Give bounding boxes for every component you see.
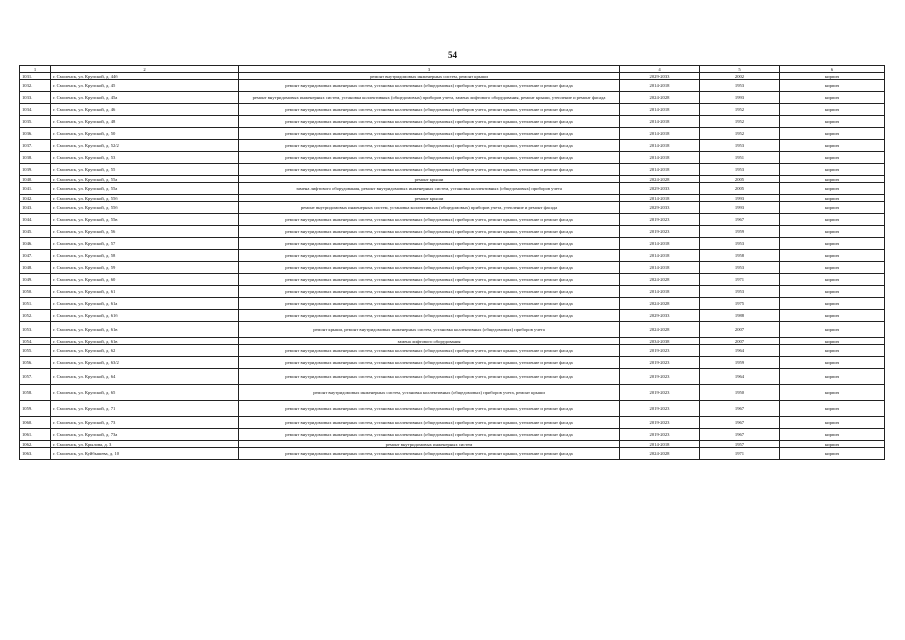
build-year-cell: 1957	[700, 441, 780, 448]
repair-period-cell: 2019-2023	[620, 214, 700, 226]
repair-works-cell: ремонт внутридомовых инженерных систем, установка коллективных (общедомовых) приборов учета, ремонт крыши, утепление и ремонт фасада	[239, 238, 620, 250]
repair-works-cell: ремонт внутридомовых инженерных систем, ремонт крыши	[239, 73, 620, 80]
repair-works-cell: ремонт внутридомовых инженерных систем, установка коллективных (общедомовых) приборов учета, замена лифтового оборудования, ремонт крыши, утепление и ремонт фасада	[239, 92, 620, 104]
repair-period-cell: 2014-2018	[620, 250, 700, 262]
table-row	[20, 357, 885, 369]
wall-material-cell: кирпич	[780, 128, 885, 140]
repair-period-cell: 2014-2018	[620, 441, 700, 448]
row-number-cell: 1044.	[20, 214, 51, 226]
build-year-cell: 1964	[700, 345, 780, 357]
wall-material-cell: кирпич	[780, 429, 885, 441]
column-header-1: 1	[20, 66, 51, 73]
repair-works-cell: ремонт внутридомовых инженерных систем, установка коллективных (общедомовых) приборов учета, ремонт крыши, утепление и ремонт фасада	[239, 128, 620, 140]
repair-period-cell: 2029-2033	[620, 310, 700, 322]
column-header-5: 5	[700, 66, 780, 73]
build-year-cell: 2007	[700, 322, 780, 338]
wall-material-cell: кирпич	[780, 80, 885, 92]
table-row	[20, 183, 885, 195]
repair-works-cell: ремонт внутридомовых инженерных систем, установка коллективных (общедомовых) приборов учета, ремонт крыши, утепление и ремонт фасада	[239, 369, 620, 385]
repair-period-cell: 2019-2023	[620, 429, 700, 441]
wall-material-cell: кирпич	[780, 176, 885, 183]
repair-period-cell: 2024-2028	[620, 448, 700, 460]
wall-material-cell: кирпич	[780, 441, 885, 448]
build-year-cell: 1951	[700, 152, 780, 164]
table-row	[20, 322, 885, 338]
build-year-cell: 1953	[700, 80, 780, 92]
address-cell: г. Смоленск, ул. Крупской, д. 44б	[51, 73, 239, 80]
build-year-cell: 2002	[700, 73, 780, 80]
address-cell: г. Смоленск, ул. Крупской, д. 55а	[51, 176, 239, 183]
repair-works-cell: ремонт внутридомовых инженерных систем, установка коллективных (общедомовых) приборов учета, ремонт крыши, утепление и ремонт фасада	[239, 429, 620, 441]
repair-period-cell: 2019-2023	[620, 226, 700, 238]
wall-material-cell: кирпич	[780, 140, 885, 152]
row-number-cell: 1040.	[20, 176, 51, 183]
build-year-cell: 1967	[700, 429, 780, 441]
table-row	[20, 310, 885, 322]
row-number-cell: 1046.	[20, 238, 51, 250]
repair-period-cell: 2014-2018	[620, 116, 700, 128]
repair-period-cell: 2014-2018	[620, 128, 700, 140]
address-cell: г. Смоленск, ул. Крупской, д. 45а	[51, 92, 239, 104]
table-row	[20, 140, 885, 152]
wall-material-cell: кирпич	[780, 286, 885, 298]
repair-period-cell: 2024-2028	[620, 274, 700, 286]
row-number-cell: 1041.	[20, 183, 51, 195]
address-cell: г. Смоленск, ул. Крупской, д. 63/2	[51, 357, 239, 369]
repair-works-cell: замена лифтового оборудования, ремонт внутридомовых инженерных систем, установка коллективных (общедомовых) приборов учета	[239, 183, 620, 195]
address-cell: г. Смоленск, ул. Крупской, д. 55б	[51, 195, 239, 202]
wall-material-cell: кирпич	[780, 202, 885, 214]
table-row	[20, 338, 885, 345]
address-cell: г. Смоленск, ул. Крупской, д. 61	[51, 286, 239, 298]
repair-works-cell: ремонт внутридомовых инженерных систем, установка коллективных (общедомовых) приборов учета, ремонт крыши, утепление и ремонт фасада	[239, 140, 620, 152]
table-row	[20, 385, 885, 401]
table-row	[20, 298, 885, 310]
table-row	[20, 226, 885, 238]
build-year-cell: 2005	[700, 176, 780, 183]
row-number-cell: 1035.	[20, 116, 51, 128]
row-number-cell: 1062.	[20, 441, 51, 448]
repair-works-cell: ремонт внутридомовых инженерных систем, установка коллективных (общедомовых) приборов учета, ремонт крыши, утепление и ремонт фасада	[239, 152, 620, 164]
repair-period-cell: 2024-2028	[620, 176, 700, 183]
row-number-cell: 1057.	[20, 369, 51, 385]
repair-works-cell: ремонт внутридомовых инженерных систем, установка коллективных (общедомовых) приборов учета, утепление и ремонт фасада	[239, 202, 620, 214]
wall-material-cell: кирпич	[780, 262, 885, 274]
row-number-cell: 1031.	[20, 73, 51, 80]
address-cell: г. Смоленск, ул. Крупской, д. 52/2	[51, 140, 239, 152]
repair-period-cell: 2014-2018	[620, 140, 700, 152]
repair-works-cell: ремонт крыши	[239, 176, 620, 183]
repair-period-cell: 2019-2023	[620, 417, 700, 429]
build-year-cell: 1975	[700, 298, 780, 310]
table-row	[20, 152, 885, 164]
table-row	[20, 104, 885, 116]
row-number-cell: 1048.	[20, 262, 51, 274]
row-number-cell: 1038.	[20, 152, 51, 164]
address-cell: г. Смоленск, ул. Крупской, д. 61а	[51, 298, 239, 310]
address-cell: г. Смоленск, ул. Крылова, д. 3	[51, 441, 239, 448]
table-row	[20, 286, 885, 298]
repair-works-cell: ремонт внутридомовых инженерных систем	[239, 441, 620, 448]
wall-material-cell: кирпич	[780, 448, 885, 460]
repair-period-cell: 2024-2028	[620, 322, 700, 338]
repair-period-cell: 2024-2028	[620, 298, 700, 310]
row-number-cell: 1051.	[20, 298, 51, 310]
wall-material-cell: кирпич	[780, 369, 885, 385]
address-cell: г. Смоленск, ул. Крупской, д. 61в	[51, 338, 239, 345]
repair-period-cell: 2029-2033	[620, 183, 700, 195]
row-number-cell: 1042.	[20, 195, 51, 202]
wall-material-cell: кирпич	[780, 92, 885, 104]
column-number-header-row	[20, 66, 885, 73]
table-row	[20, 238, 885, 250]
table-row	[20, 417, 885, 429]
wall-material-cell: кирпич	[780, 310, 885, 322]
repair-period-cell: 2014-2018	[620, 195, 700, 202]
row-number-cell: 1049.	[20, 274, 51, 286]
repair-works-cell: замена лифтового оборудования	[239, 338, 620, 345]
row-number-cell: 1060.	[20, 417, 51, 429]
build-year-cell: 2005	[700, 183, 780, 195]
build-year-cell: 1953	[700, 262, 780, 274]
repair-period-cell: 2014-2018	[620, 238, 700, 250]
row-number-cell: 1045.	[20, 226, 51, 238]
repair-period-cell: 2014-2018	[620, 80, 700, 92]
row-number-cell: 1034.	[20, 104, 51, 116]
address-cell: г. Смоленск, ул. Крупской, д. 71	[51, 401, 239, 417]
row-number-cell: 1032.	[20, 80, 51, 92]
wall-material-cell: кирпич	[780, 385, 885, 401]
row-number-cell: 1043.	[20, 202, 51, 214]
address-cell: г. Смоленск, ул. Крупской, д. 55а	[51, 183, 239, 195]
repair-works-cell: ремонт внутридомовых инженерных систем, установка коллективных (общедомовых) приборов учета, ремонт крыши, утепление и ремонт фасада	[239, 298, 620, 310]
repair-period-cell: 2014-2018	[620, 262, 700, 274]
table-row	[20, 429, 885, 441]
wall-material-cell: кирпич	[780, 104, 885, 116]
wall-material-cell: кирпич	[780, 345, 885, 357]
repair-period-cell: 2024-2028	[620, 92, 700, 104]
repair-period-cell: 2029-2033	[620, 73, 700, 80]
table-row	[20, 274, 885, 286]
address-cell: г. Смоленск, ул. Куйбышева, д. 10	[51, 448, 239, 460]
repair-works-cell: ремонт внутридомовых инженерных систем, установка коллективных (общедомовых) приборов учета, ремонт крыши	[239, 385, 620, 401]
build-year-cell: 1993	[700, 195, 780, 202]
build-year-cell: 1958	[700, 250, 780, 262]
wall-material-cell: кирпич	[780, 298, 885, 310]
build-year-cell: 1953	[700, 140, 780, 152]
wall-material-cell: кирпич	[780, 116, 885, 128]
column-header-4: 4	[620, 66, 700, 73]
address-cell: г. Смоленск, ул. Крупской, д. 61в	[51, 322, 239, 338]
address-cell: г. Смоленск, ул. Крупской, д. 64	[51, 369, 239, 385]
address-cell: г. Смоленск, ул. Крупской, д. 65	[51, 385, 239, 401]
housing-repair-table	[19, 65, 885, 460]
repair-works-cell: ремонт внутридомовых инженерных систем, установка коллективных (общедомовых) приборов учета, ремонт крыши, утепление и ремонт фасада	[239, 80, 620, 92]
repair-period-cell: 2014-2018	[620, 104, 700, 116]
row-number-cell: 1054.	[20, 338, 51, 345]
build-year-cell: 1971	[700, 274, 780, 286]
build-year-cell: 1953	[700, 164, 780, 176]
row-number-cell: 1039.	[20, 164, 51, 176]
table-row	[20, 441, 885, 448]
column-header-3: 3	[239, 66, 620, 73]
wall-material-cell: кирпич	[780, 238, 885, 250]
repair-period-cell: 2034-2038	[620, 338, 700, 345]
address-cell: г. Смоленск, ул. Крупской, д. 46	[51, 104, 239, 116]
repair-period-cell: 2019-2023	[620, 369, 700, 385]
address-cell: г. Смоленск, ул. Крупской, д. 55в	[51, 214, 239, 226]
address-cell: г. Смоленск, ул. Крупской, д. 60	[51, 274, 239, 286]
repair-works-cell: ремонт внутридомовых инженерных систем, установка коллективных (общедомовых) приборов учета, ремонт крыши, утепление и ремонт фасада	[239, 116, 620, 128]
row-number-cell: 1053.	[20, 322, 51, 338]
address-cell: г. Смоленск, ул. Крупской, д. 59	[51, 262, 239, 274]
build-year-cell: 2007	[700, 338, 780, 345]
row-number-cell: 1059.	[20, 401, 51, 417]
repair-works-cell: ремонт внутридомовых инженерных систем, установка коллективных (общедомовых) приборов учета, ремонт крыши, утепление и ремонт фасада	[239, 417, 620, 429]
row-number-cell: 1037.	[20, 140, 51, 152]
wall-material-cell: кирпич	[780, 401, 885, 417]
build-year-cell: 1959	[700, 226, 780, 238]
row-number-cell: 1061.	[20, 429, 51, 441]
repair-period-cell: 2014-2018	[620, 152, 700, 164]
table-row	[20, 128, 885, 140]
table-row	[20, 116, 885, 128]
address-cell: г. Смоленск, ул. Крупской, д. 55б	[51, 202, 239, 214]
row-number-cell: 1056.	[20, 357, 51, 369]
repair-works-cell: ремонт внутридомовых инженерных систем, установка коллективных (общедомовых) приборов учета, ремонт крыши, утепление и ремонт фасада	[239, 250, 620, 262]
build-year-cell: 1993	[700, 202, 780, 214]
address-cell: г. Смоленск, ул. Крупской, д. 50	[51, 128, 239, 140]
address-cell: г. Смоленск, ул. Крупской, д. 61б	[51, 310, 239, 322]
table-row	[20, 202, 885, 214]
wall-material-cell: кирпич	[780, 183, 885, 195]
build-year-cell: 1967	[700, 417, 780, 429]
build-year-cell: 1959	[700, 357, 780, 369]
repair-works-cell: ремонт внутридомовых инженерных систем, установка коллективных (общедомовых) приборов учета, ремонт крыши, утепление и ремонт фасада	[239, 286, 620, 298]
table-row	[20, 92, 885, 104]
table-row	[20, 195, 885, 202]
wall-material-cell: кирпич	[780, 322, 885, 338]
column-header-2: 2	[51, 66, 239, 73]
build-year-cell: 1988	[700, 310, 780, 322]
repair-period-cell: 2019-2023	[620, 385, 700, 401]
repair-works-cell: ремонт внутридомовых инженерных систем, установка коллективных (общедомовых) приборов учета, ремонт крыши, утепление и ремонт фасада	[239, 310, 620, 322]
build-year-cell: 1971	[700, 448, 780, 460]
repair-period-cell: 2019-2023	[620, 357, 700, 369]
wall-material-cell: кирпич	[780, 274, 885, 286]
build-year-cell: 1993	[700, 92, 780, 104]
row-number-cell: 1063.	[20, 448, 51, 460]
repair-works-cell: ремонт внутридомовых инженерных систем, установка коллективных (общедомовых) приборов учета, ремонт крыши, утепление и ремонт фасада	[239, 448, 620, 460]
build-year-cell: 1950	[700, 385, 780, 401]
table-row	[20, 73, 885, 80]
row-number-cell: 1033.	[20, 92, 51, 104]
wall-material-cell: кирпич	[780, 164, 885, 176]
address-cell: г. Смоленск, ул. Крупской, д. 58	[51, 250, 239, 262]
address-cell: г. Смоленск, ул. Крупской, д. 56	[51, 226, 239, 238]
repair-works-cell: ремонт крыши	[239, 195, 620, 202]
build-year-cell: 1952	[700, 116, 780, 128]
table-row	[20, 80, 885, 92]
repair-works-cell: ремонт внутридомовых инженерных систем, установка коллективных (общедомовых) приборов учета, ремонт крыши, утепление и ремонт фасада	[239, 357, 620, 369]
wall-material-cell: кирпич	[780, 226, 885, 238]
repair-works-cell: ремонт внутридомовых инженерных систем, установка коллективных (общедомовых) приборов учета, ремонт крыши, утепление и ремонт фасада	[239, 164, 620, 176]
build-year-cell: 1964	[700, 369, 780, 385]
build-year-cell: 1967	[700, 214, 780, 226]
repair-works-cell: ремонт внутридомовых инженерных систем, установка коллективных (общедомовых) приборов учета, ремонт крыши, утепление и ремонт фасада	[239, 401, 620, 417]
address-cell: г. Смоленск, ул. Крупской, д. 57	[51, 238, 239, 250]
repair-works-cell: ремонт внутридомовых инженерных систем, установка коллективных (общедомовых) приборов учета, ремонт крыши, утепление и ремонт фасада	[239, 274, 620, 286]
table-row	[20, 401, 885, 417]
wall-material-cell: кирпич	[780, 250, 885, 262]
build-year-cell: 1952	[700, 128, 780, 140]
repair-period-cell: 2019-2023	[620, 345, 700, 357]
wall-material-cell: кирпич	[780, 338, 885, 345]
address-cell: г. Смоленск, ул. Крупской, д. 45	[51, 80, 239, 92]
wall-material-cell: кирпич	[780, 152, 885, 164]
wall-material-cell: кирпич	[780, 73, 885, 80]
address-cell: г. Смоленск, ул. Крупской, д. 62	[51, 345, 239, 357]
repair-period-cell: 2029-2033	[620, 202, 700, 214]
repair-works-cell: ремонт внутридомовых инженерных систем, установка коллективных (общедомовых) приборов учета, ремонт крыши, утепление и ремонт фасада	[239, 104, 620, 116]
table-row	[20, 176, 885, 183]
address-cell: г. Смоленск, ул. Крупской, д. 73а	[51, 429, 239, 441]
row-number-cell: 1050.	[20, 286, 51, 298]
table-row	[20, 214, 885, 226]
wall-material-cell: кирпич	[780, 214, 885, 226]
repair-period-cell: 2019-2023	[620, 401, 700, 417]
column-header-6: 6	[780, 66, 885, 73]
row-number-cell: 1052.	[20, 310, 51, 322]
repair-works-cell: ремонт внутридомовых инженерных систем, установка коллективных (общедомовых) приборов учета, ремонт крыши, утепление и ремонт фасада	[239, 214, 620, 226]
wall-material-cell: кирпич	[780, 195, 885, 202]
table-row	[20, 262, 885, 274]
table-row	[20, 369, 885, 385]
row-number-cell: 1058.	[20, 385, 51, 401]
table-row	[20, 164, 885, 176]
wall-material-cell: кирпич	[780, 417, 885, 429]
wall-material-cell: кирпич	[780, 357, 885, 369]
build-year-cell: 1967	[700, 401, 780, 417]
page-number: 54	[448, 50, 457, 60]
repair-works-cell: ремонт внутридомовых инженерных систем, установка коллективных (общедомовых) приборов учета, ремонт крыши, утепление и ремонт фасада	[239, 226, 620, 238]
build-year-cell: 1952	[700, 104, 780, 116]
row-number-cell: 1047.	[20, 250, 51, 262]
row-number-cell: 1036.	[20, 128, 51, 140]
table-row	[20, 345, 885, 357]
row-number-cell: 1055.	[20, 345, 51, 357]
repair-period-cell: 2014-2018	[620, 164, 700, 176]
build-year-cell: 1953	[700, 286, 780, 298]
table-row	[20, 448, 885, 460]
repair-works-cell: ремонт крыши, ремонт внутридомовых инженерных систем, установка коллективных (общедомовых) приборов учета	[239, 322, 620, 338]
build-year-cell: 1953	[700, 238, 780, 250]
table-row	[20, 250, 885, 262]
repair-period-cell: 2014-2018	[620, 286, 700, 298]
address-cell: г. Смоленск, ул. Крупской, д. 73	[51, 417, 239, 429]
repair-works-cell: ремонт внутридомовых инженерных систем, установка коллективных (общедомовых) приборов учета, ремонт крыши, утепление и ремонт фасада	[239, 262, 620, 274]
address-cell: г. Смоленск, ул. Крупской, д. 55	[51, 164, 239, 176]
address-cell: г. Смоленск, ул. Крупской, д. 48	[51, 116, 239, 128]
repair-works-cell: ремонт внутридомовых инженерных систем, установка коллективных (общедомовых) приборов учета, ремонт крыши, утепление и ремонт фасада	[239, 345, 620, 357]
address-cell: г. Смоленск, ул. Крупской, д. 53	[51, 152, 239, 164]
